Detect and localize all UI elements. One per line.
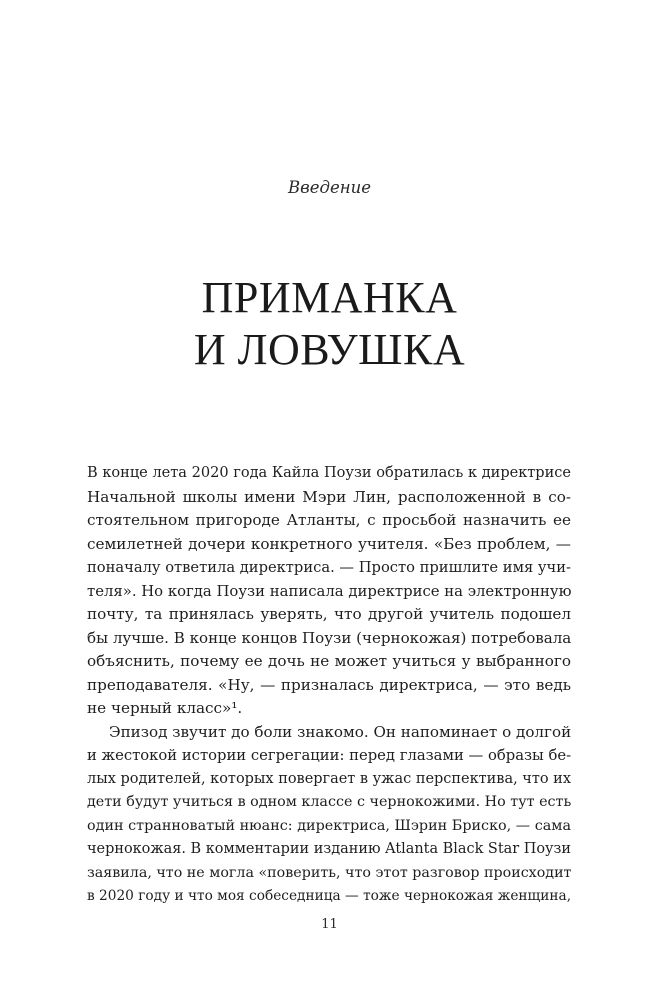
section-label: Введение [288, 178, 371, 197]
text-line: теля». Но когда Поузи написала директрисе на электронную [87, 582, 572, 600]
text-line: в 2020 году и что моя собеседница — тоже чернокожая женщина, [87, 888, 572, 904]
text-line: Начальной школы имени Мэри Лин, расположенной в со- [87, 487, 571, 506]
text-line: преподавателя. «Ну, — призналась директриса, — это ведь [87, 675, 571, 694]
page-number: 11 [321, 917, 338, 932]
text-line: дети будут учиться в одном классе с чернокожими. Но тут есть [87, 794, 572, 810]
text-line: лых родителей, которых повергает в ужас перспектива, что их [87, 770, 571, 787]
text-line: бы лучше. В конце концов Поузи (чернокожая) потребовала [87, 628, 572, 647]
chapter-title [0, 272, 659, 376]
text-line: чернокожая. В комментарии изданию Atlanta Black Star Поузи [87, 841, 571, 857]
text-line: стоятельном пригороде Атланты, с просьбой назначить ее [87, 511, 571, 529]
body-text [87, 462, 571, 909]
text-line: почту, та принялась уверять, что другой учитель подошел [87, 605, 571, 623]
text-line: заявила, что не могла «поверить, что этот разговор происходит [87, 864, 572, 881]
text-line: один странноватый нюанс: директриса, Шэрин Бриско, — сама [87, 817, 571, 834]
chapter-title-line-2: И ЛОВУШКА [193, 325, 466, 374]
text-line: и жестокой истории сегрегации: перед глазами — образы бе- [87, 747, 572, 764]
text-line: не черный класс»¹. [87, 699, 243, 717]
text-line: поначалу ответила директриса. — Просто пришлите имя учи- [87, 559, 571, 576]
paragraph-1 [87, 462, 571, 721]
text-line: семилетней дочери конкретного учителя. «Без проблем, — [87, 534, 571, 553]
text-line: объяснить, почему ее дочь не может учиться у выбранного [87, 652, 571, 670]
chapter-title-line-1: ПРИМАНКА [201, 273, 458, 322]
text-line: Эпизод звучит до боли знакомо. Он напоминает о долгой [109, 722, 572, 741]
paragraph-2 [87, 721, 571, 909]
text-line: В конце лета 2020 года Кайла Поузи обратилась к директрисе [87, 465, 571, 481]
